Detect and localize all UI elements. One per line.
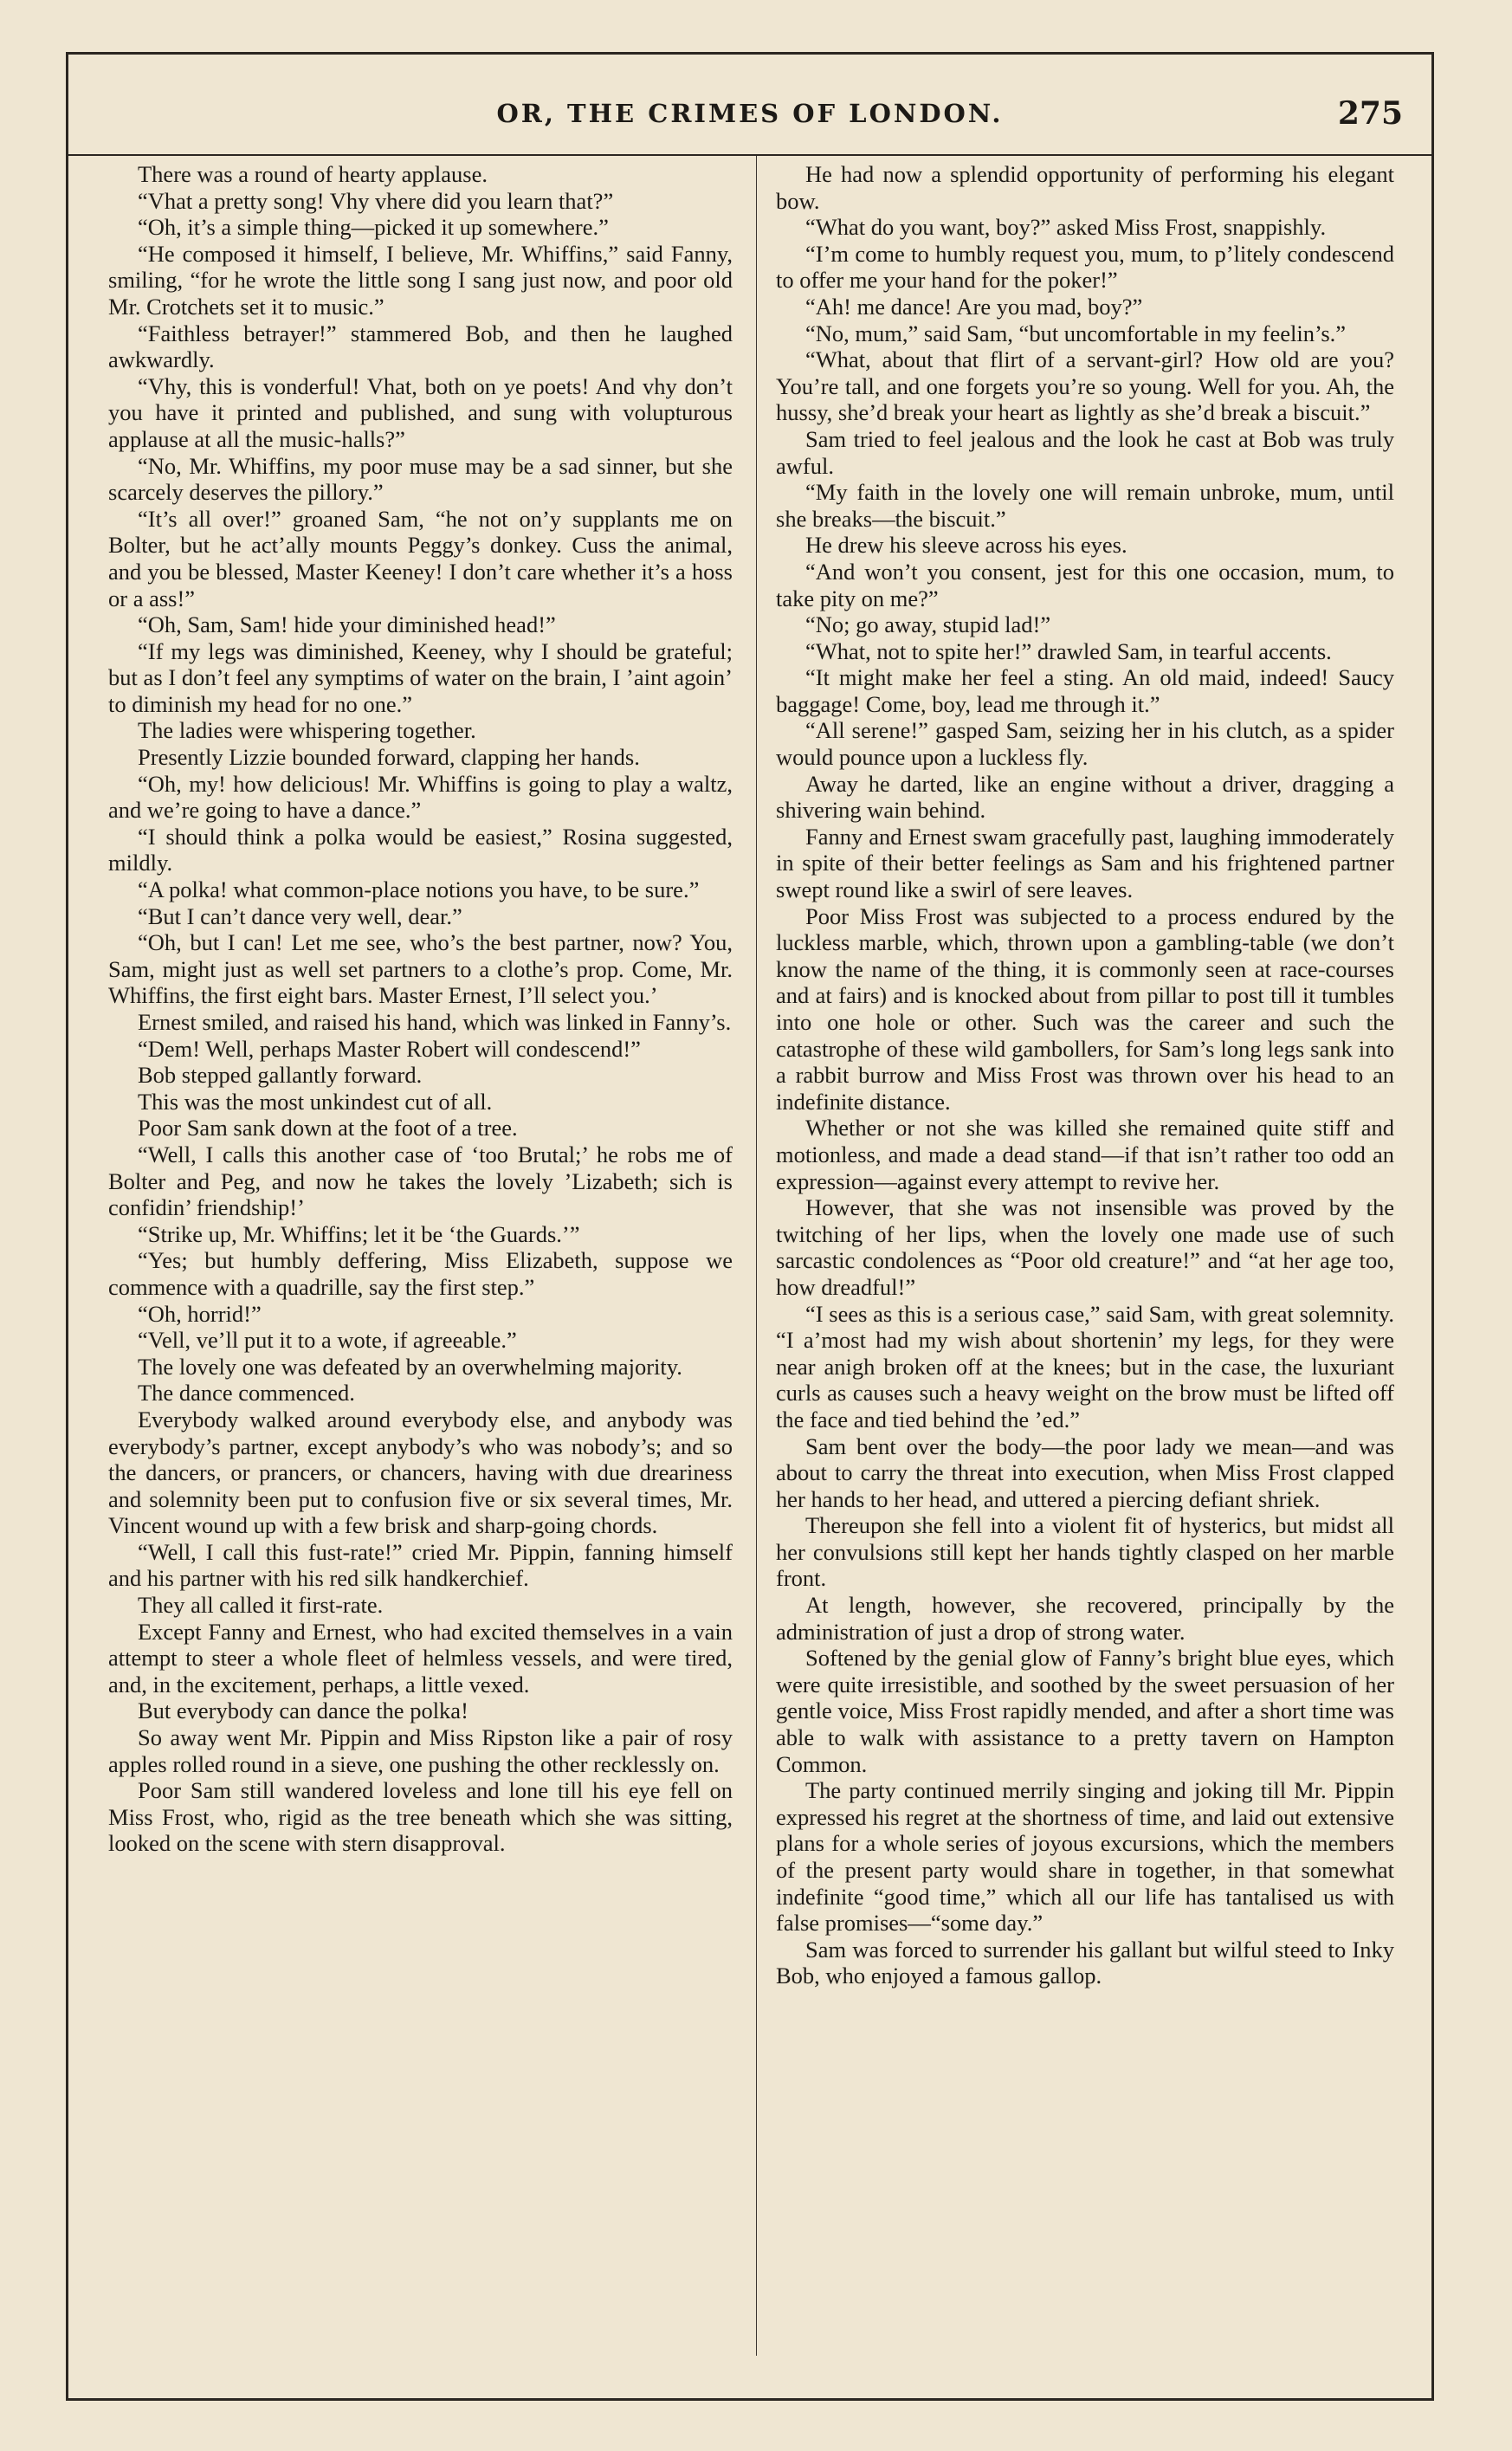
paragraph: “Oh, horrid!” <box>138 1300 262 1327</box>
paragraph: “It’s all over!” groaned Sam, “he not on’y supplants me on Bolter, but he act’ally mounts Peggy’s donkey. Cuss the animal, and you be blessed, Master Keeney! I don’t care whether it’s a hoss or a ass!” <box>108 505 733 611</box>
paragraph: Poor Sam sank down at the foot of a tree. <box>138 1115 518 1141</box>
paragraph: Sam tried to feel jealous and the look he cast at Bob was truly awful. <box>776 425 1394 479</box>
paragraph: Thereupon she fell into a violent fit of hysterics, but midst all her convulsions still kept her hands tightly clasped on her marble front. <box>776 1512 1394 1592</box>
paragraph: So away went Mr. Pippin and Miss Ripston like a pair of rosy apples rolled round in a sieve, one pushing the other recklessly on. <box>108 1724 733 1777</box>
paragraph: He had now a splendid opportunity of performing his elegant bow. <box>776 161 1394 214</box>
paragraph: “What, about that flirt of a servant-girl? How old are you? You’re tall, and one forgets you’re so young. Well for you. Ah, the hussy, she’d break your heart as lightly as she’d break a biscuit.” <box>776 346 1394 426</box>
paragraph: The party continued merrily singing and joking till Mr. Pippin expressed his regret at the shortness of time, and laid out extensive plans for a whole series of joyous excursions, which the members of the present party would share in together, in that somewhat indefinite “good time,” which all our life has tantalised us with false promises—“some day.” <box>776 1777 1394 1937</box>
left-column <box>108 161 733 1857</box>
paragraph: However, that she was not insensible was proved by the twitching of her lips, when the lovely one made use of such sarcastic condolences as “Poor old creature!” and “at her age too, how dreadful!” <box>776 1194 1394 1300</box>
paragraph: “Faithless betrayer!” stammered Bob, and then he laughed awkwardly. <box>108 320 733 373</box>
paragraph: “Oh, Sam, Sam! hide your diminished head!” <box>138 611 556 638</box>
paragraph: Presently Lizzie bounded forward, clapping her hands. <box>138 744 640 771</box>
paragraph: Whether or not she was killed she remained quite stiff and motionless, and made a dead stand—if that isn’t rather too odd an expression—against every attempt to revive her. <box>776 1115 1394 1194</box>
paragraph: “Oh, my! how delicious! Mr. Whiffins is going to play a waltz, and we’re going to have a dance.” <box>108 770 733 824</box>
paragraph: They all called it first-rate. <box>138 1592 384 1619</box>
right-column <box>776 161 1394 1989</box>
paragraph: “Strike up, Mr. Whiffins; let it be ‘the Guards.’” <box>138 1220 580 1247</box>
paragraph: “It might make her feel a sting. An old maid, indeed! Saucy baggage! Come, boy, lead me through it.” <box>776 664 1394 717</box>
paragraph: “Vell, ve’ll put it to a wote, if agreeable.” <box>138 1327 517 1354</box>
paragraph: “Oh, it’s a simple thing—picked it up somewhere.” <box>138 214 609 241</box>
paragraph: Ernest smiled, and raised his hand, which was linked in Fanny’s. <box>138 1009 732 1035</box>
paragraph: “He composed it himself, I believe, Mr. Whiffins,” said Fanny, smiling, “for he wrote the little song I sang just now, and poor old Mr. Crotchets set it to music.” <box>108 240 733 320</box>
paragraph: Bob stepped gallantly forward. <box>138 1062 423 1089</box>
paragraph: “Well, I call this fust-rate!” cried Mr. Pippin, fanning himself and his partner with his red silk handkerchief. <box>108 1538 733 1592</box>
paragraph: “Vhy, this is vonderful! Vhat, both on ye poets! And vhy don’t you have it printed and published, and sung with volupturous applause at all the music-halls?” <box>108 372 733 452</box>
paragraph: “Vhat a pretty song! Vhy vhere did you learn that?” <box>138 187 614 214</box>
paragraph: Except Fanny and Ernest, who had excited themselves in a vain attempt to steer a whole fleet of helmless vessels, and were tired, and, in the excitement, perhaps, a little vexed. <box>108 1618 733 1698</box>
paragraph: “I sees as this is a serious case,” said Sam, with great solemnity. “I a’most had my wish about shortenin’ my legs, for they were near anigh broken off at the knees; but in the case, the luxuriant curls as causes such a heavy weight on the brow must be lifted off the face and tied behind the ’ed.” <box>776 1300 1394 1432</box>
running-title: OR, THE CRIMES OF LONDON. <box>496 99 1004 128</box>
paragraph: At length, however, she recovered, principally by the administration of just a drop of strong water. <box>776 1592 1394 1645</box>
paragraph: The dance commenced. <box>138 1380 355 1407</box>
paragraph: Poor Miss Frost was subjected to a process endured by the luckless marble, which, thrown upon a gambling-table (we don’t know the name of the thing, it is commonly seen at race-courses and at fairs) and is knocked about from pillar to post till it tumbles into one hole or other. Such was the career and such the catastrophe of these wild gambollers, for Sam’s long legs sank into a rabbit burrow and Miss Frost was thrown over his head to an indefinite distance. <box>776 902 1394 1115</box>
paragraph: “I should think a polka would be easiest,” Rosina suggested, mildly. <box>108 823 733 876</box>
paragraph: Sam bent over the body—the poor lady we mean—and was about to carry the threat into execution, when Miss Frost clapped her hands to her head, and uttered a piercing defiant shriek. <box>776 1432 1394 1512</box>
paragraph: But everybody can dance the polka! <box>138 1698 468 1724</box>
header-rule <box>66 154 1434 156</box>
page-header <box>66 52 1434 154</box>
paragraph: “A polka! what common-place notions you have, to be sure.” <box>138 876 700 903</box>
paragraph: “My faith in the lovely one will remain unbroke, mum, until she breaks—the biscuit.” <box>776 479 1394 532</box>
paragraph: Softened by the genial glow of Fanny’s bright blue eyes, which were quite irresistible, and soothed by the sweet persuasion of her gentle voice, Miss Frost rapidly mended, and after a short time was able to walk with assistance to a pretty tavern on Hampton Common. <box>776 1645 1394 1777</box>
paragraph: “Dem! Well, perhaps Master Robert will condescend!” <box>138 1035 641 1062</box>
paragraph: “What do you want, boy?” asked Miss Frost, snappishly. <box>805 214 1327 241</box>
column-divider <box>756 156 757 2356</box>
paragraph: There was a round of hearty applause. <box>138 161 488 187</box>
paragraph: “Well, I calls this another case of ‘too Brutal;’ he robs me of Bolter and Peg, and now he takes the lovely ’Lizabeth; sich is confidin’ friendship!’ <box>108 1141 733 1221</box>
paragraph: “Ah! me dance! Are you mad, boy?” <box>805 293 1143 320</box>
paragraph: “But I can’t dance very well, dear.” <box>138 902 462 929</box>
paragraph: “What, not to spite her!” drawled Sam, in tearful accents. <box>805 637 1332 664</box>
paragraph: Fanny and Ernest swam gracefully past, laughing immoderately in spite of their better feelings as Sam and his frightened partner swept round like a swirl of sere leaves. <box>776 823 1394 903</box>
paragraph: The ladies were whispering together. <box>138 717 476 744</box>
paragraph: This was the most unkindest cut of all. <box>138 1088 493 1115</box>
paragraph: “All serene!” gasped Sam, seizing her in his clutch, as a spider would pounce upon a luckless fly. <box>776 717 1394 771</box>
page-number: 275 <box>1337 95 1403 132</box>
paragraph: Poor Sam still wandered loveless and lone till his eye fell on Miss Frost, who, rigid as the tree beneath which she was sitting, looked on the scene with stern disapproval. <box>108 1777 733 1857</box>
paragraph: “No, mum,” said Sam, “but uncomfortable in my feelin’s.” <box>805 320 1347 346</box>
paragraph: “Yes; but humbly deffering, Miss Elizabeth, suppose we commence with a quadrille, say the first step.” <box>108 1247 733 1300</box>
paragraph: “Oh, but I can! Let me see, who’s the best partner, now? You, Sam, might just as well set partners to a clothe’s prop. Come, Mr. Whiffins, the first eight bars. Master Ernest, I’ll select you.’ <box>108 929 733 1009</box>
paragraph: Everybody walked around everybody else, and anybody was everybody’s partner, except anybody’s who was nobody’s; and so the dancers, or prancers, or chancers, having with due dreariness and solemnity been put to confusion five or six several times, Mr. Vincent wound up with a few brisk and sharp-going chords. <box>108 1406 733 1539</box>
paragraph: The lovely one was defeated by an overwhelming majority. <box>138 1353 682 1380</box>
paragraph: “If my legs was diminished, Keeney, why I should be grateful; but as I don’t feel any symptims of water on the brain, I ’aint agoin’ to diminish my head for no one.” <box>108 637 733 717</box>
paragraph: He drew his sleeve across his eyes. <box>805 532 1128 559</box>
paragraph: “No; go away, stupid lad!” <box>805 611 1051 638</box>
paragraph: “And won’t you consent, jest for this one occasion, mum, to take pity on me?” <box>776 558 1394 611</box>
paragraph: “No, Mr. Whiffins, my poor muse may be a sad sinner, but she scarcely deserves the pillory.” <box>108 452 733 506</box>
paragraph: Sam was forced to surrender his gallant but wilful steed to Inky Bob, who enjoyed a famous gallop. <box>776 1936 1394 1989</box>
paragraph: “I’m come to humbly request you, mum, to p’litely condescend to offer me your hand for the poker!” <box>776 240 1394 294</box>
paragraph: Away he darted, like an engine without a driver, dragging a shivering wain behind. <box>776 770 1394 824</box>
